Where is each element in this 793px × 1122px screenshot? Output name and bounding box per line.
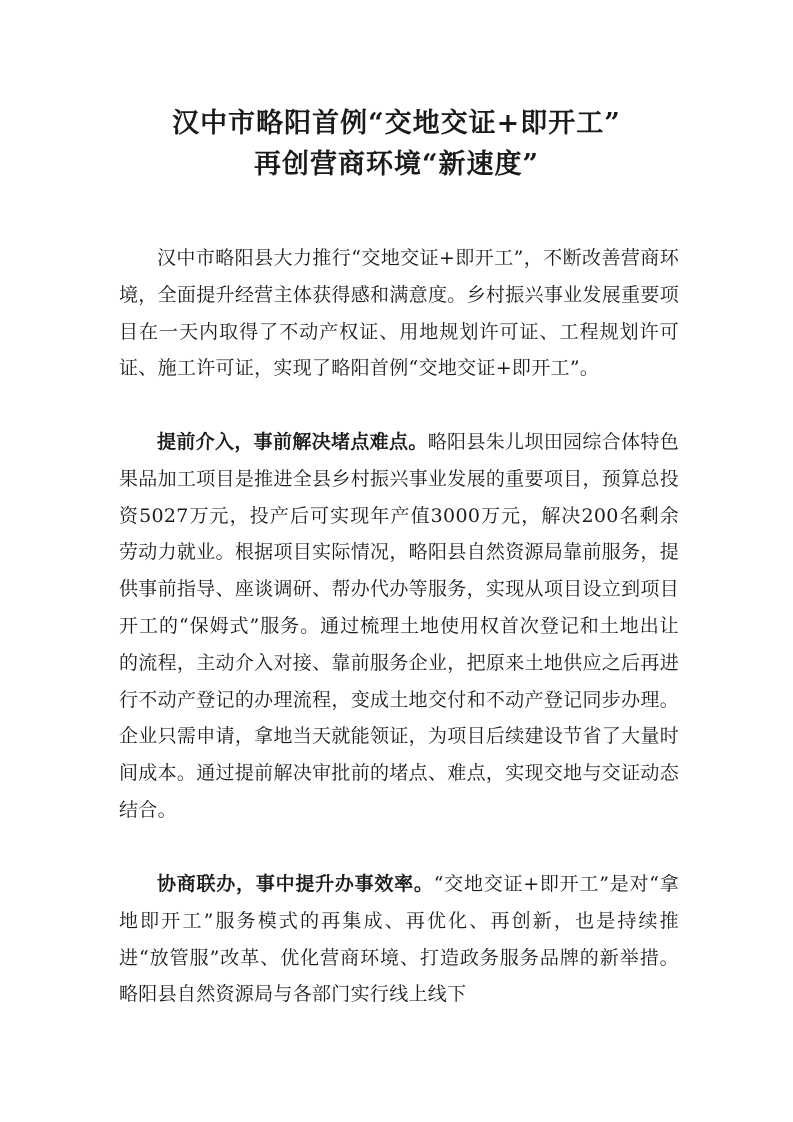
paragraph-text: 略阳县朱儿坝田园综合体特色果品加工项目是推进全县乡村振兴事业发展的重要项目，预算总投资5027万元，投产后可实现年产值3000万元，解决200名剩余劳动力就业。根据项目实际情况，略阳县自然资源局靠前服务，提供事前指导、座谈调研、帮办代办等服务，实现从项目设立到项目开工的“保姆式”服务。通过梳理土地使用权首次登记和土地出让的流程，主动介入对接、靠前服务企业，把原来土地供应之后再进行不动产登记的办理流程，变成土地交付和不动产登记同步办理。企业只需申请，拿地当天就能领证，为项目后续建设节省了大量时间成本。通过提前解决审批前的堵点、难点，实现交地与交证动态结合。	[119, 431, 679, 821]
paragraph-early-intervention	[119, 424, 679, 829]
paragraph-joint-handling	[119, 866, 679, 1013]
title-line-2: 再创营商环境“新速度”	[253, 149, 540, 180]
paragraph-lead: 提前介入，事前解决堵点难点。	[157, 431, 428, 453]
paragraph-lead: 协商联办，事中提升办事效率。	[157, 873, 434, 895]
paragraph-intro	[119, 240, 679, 387]
paragraph-text: “交地交证+即开工”是对“拿地即开工”服务模式的再集成、再优化、再创新，也是持续推进“放管服”改革、优化营商环境、打造政务服务品牌的新举措。略阳县自然资源局与各部门实行线上线下	[119, 873, 679, 1006]
title-line-1: 汉中市略阳首例“交地交证+即开工”	[172, 108, 621, 139]
paragraph-text: 汉中市略阳县大力推行“交地交证+即开工”，不断改善营商环境，全面提升经营主体获得感和满意度。乡村振兴事业发展重要项目在一天内取得了不动产权证、用地规划许可证、工程规划许可证、施工许可证，实现了略阳首例“交地交证+即开工”。	[119, 247, 679, 380]
